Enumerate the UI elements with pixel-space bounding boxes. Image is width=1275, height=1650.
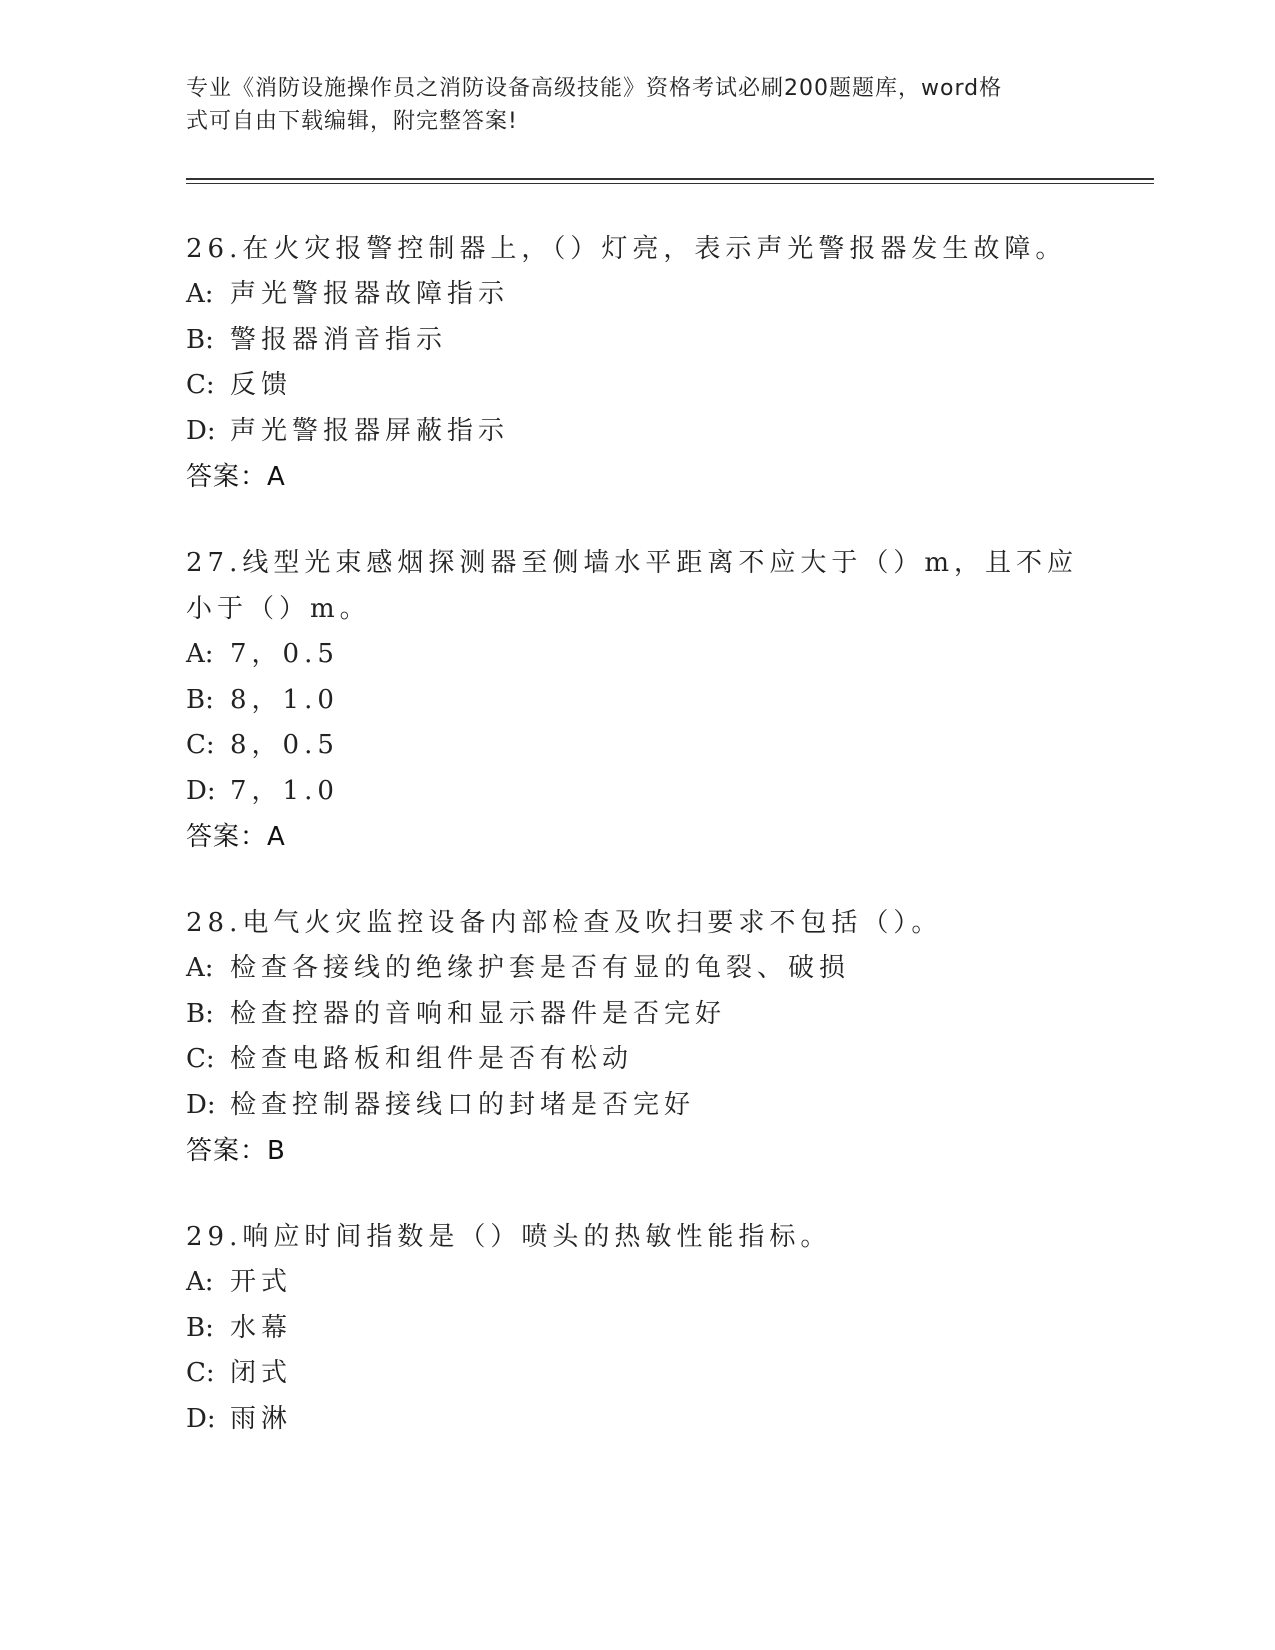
option-letter: B: [186,1312,214,1343]
option-text: 水幕 [230,1312,293,1343]
option-letter: D: [186,1403,216,1434]
option-b [186,678,1086,724]
question-29 [186,1214,1086,1442]
question-list [186,226,1086,1482]
option-letter: B: [186,684,214,715]
question-28 [186,900,1086,1174]
option-letter: D: [186,775,216,806]
option-letter: A: [186,953,214,983]
option-text: 雨淋 [230,1403,293,1434]
option-letter: D: [186,415,216,446]
question-stem: 27.线型光束感烟探测器至侧墙水平距离不应大于（）m，且不应小于（）m。 [186,548,1079,624]
option-c [186,723,1086,769]
option-letter: C: [186,730,215,760]
option-text: 7，1.0 [230,775,339,806]
option-b [186,1306,1086,1352]
option-text: 闭式 [230,1358,293,1388]
option-letter: A: [186,1267,214,1297]
question-stem: 29.响应时间指数是（）喷头的热敏性能指标。 [186,1222,832,1252]
option-text: 检查控制器接线口的封堵是否完好 [230,1089,696,1120]
option-c [186,363,1086,409]
header-divider-thick [186,178,1154,180]
option-a [186,946,1086,992]
option-b [186,992,1086,1038]
option-letter: B: [186,998,214,1029]
option-text: 检查各接线的绝缘护套是否有显的龟裂、破损 [230,953,851,983]
option-d [186,769,1086,815]
option-text: 声光警报器屏蔽指示 [230,415,510,446]
option-d [186,409,1086,455]
header-line-2: 式可自由下载编辑，附完整答案! [186,109,518,134]
option-a [186,1260,1086,1306]
option-c [186,1351,1086,1397]
option-a [186,632,1086,678]
question-27 [186,540,1086,860]
answer-line: 答案：A [186,822,286,852]
option-letter: C: [186,1358,215,1388]
option-letter: C: [186,1044,215,1074]
option-text: 声光警报器故障指示 [230,279,510,309]
option-letter: A: [186,639,214,669]
option-d [186,1397,1086,1443]
option-text: 检查控器的音响和显示器件是否完好 [230,998,727,1029]
header-line-1: 专业《消防设施操作员之消防设备高级技能》资格考试必刷200题题库，word格 [186,76,1003,101]
option-text: 8，1.0 [230,684,339,715]
option-b [186,318,1086,364]
document-header [186,72,1066,138]
option-letter: B: [186,324,214,355]
option-text: 7，0.5 [230,639,339,669]
option-text: 检查电路板和组件是否有松动 [230,1044,634,1074]
question-stem: 28.电气火灾监控设备内部检查及吹扫要求不包括（）。 [186,908,943,938]
header-divider-thin [186,183,1154,184]
option-letter: A: [186,279,214,309]
option-text: 8，0.5 [230,730,339,760]
option-text: 开式 [230,1267,293,1297]
question-stem: 26.在火灾报警控制器上，（）灯亮，表示声光警报器发生故障。 [186,234,1067,264]
answer-line: 答案：A [186,462,286,492]
option-text: 反馈 [230,370,293,400]
option-letter: C: [186,370,215,400]
option-d [186,1083,1086,1129]
option-text: 警报器消音指示 [230,324,448,355]
option-letter: D: [186,1089,216,1120]
option-c [186,1037,1086,1083]
answer-line: 答案：B [186,1136,286,1166]
option-a [186,272,1086,318]
question-26 [186,226,1086,500]
